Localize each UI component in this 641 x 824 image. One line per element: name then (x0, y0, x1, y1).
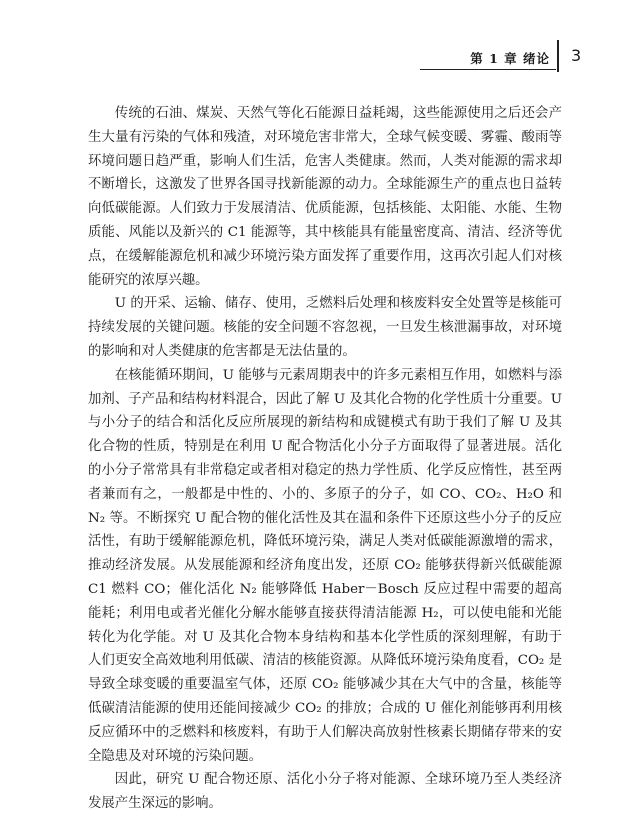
paragraph-nuclear-safety: U 的开采、运输、储存、使用，乏燃料后处理和核废料安全处置等是核能可持续发展的关键问题。核能的安全问题不容忽视，一旦发生核泄漏事故，对环境的影响和对人类健康的危害都是无法估量的。 (88, 296, 562, 359)
paragraph-uranium-chemistry: 在核能循环期间，U 能够与元素周期表中的许多元素相互作用，如燃料与添加剂、子产品和结构材料混合，因此了解 U 及其化合物的化学性质十分重要。U 与小分子的结合和活化反应所展现的新结构和成键模式有助于我们了解 U 及其化合物的性质，特别是在利用 U 配合物活化小分子方面取得了显著进展。活化的小分子常常具有非常稳定或者相对稳定的热力学性质、化学反应惰性，甚至两者兼而有之，一般都是中性的、小的、多原子的分子，如 CO、CO₂、H₂O 和 N₂ 等。不断探究 U 配合物的催化活性及其在温和条件下还原这些小分子的反应活性，有助于缓解能源危机，降低环境污染，满足人类对低碳能源激增的需求，推动经济发展。从发展能源和经济角度出发，还原 CO₂ 能够获得新兴低碳能源 C1 燃料 CO；催化活化 N₂ 能够降低 Haber－Bosch 反应过程中需要的超高能耗；利用电或者光催化分解水能够直接获得清洁能源 H₂，可以使电能和光能转化为化学能。对 U 及其化合物本身结构和基本化学性质的深刻理解，有助于人们更安全高效地利用低碳、清洁的核能资源。从降低环境污染角度看，CO₂ 是导致全球变暖的重要温室气体，还原 CO₂ 能够减少其在大气中的含量，核能等低碳清洁能源的使用还能间接减少 CO₂ 的排放；合成的 U 催化剂能够再利用核反应循环中的乏燃料和核废料，有助于人们解决高放射性核素长期储存带来的安全隐患及对环境的污染问题。 (88, 367, 562, 764)
chapter-label: 第 1 章 绪论 (470, 51, 550, 66)
paragraph-fossil-energy: 传统的石油、煤炭、天然气等化石能源日益耗竭，这些能源使用之后还会产生大量有污染的气体和残渣，对环境危害非常大，全球气候变暖、雾霾、酸雨等环境问题日趋严重，影响人们生活，危害人类健康。然而，人类对能源的需求却不断增长，这激发了世界各国寻找新能源的动力。全球能源生产的重点也日益转向低碳能源。人们致力于发展清洁、优质能源，包括核能、太阳能、水能、生物质能、风能以及新兴的 C1 能源等，其中核能具有能量密度高、清洁、经济等优点，在缓解能源危机和减少环境污染方面发挥了重要作用，这再次引起人们对核能研究的浓厚兴趣。 (88, 106, 562, 288)
page-number: 3 (571, 46, 582, 65)
body-text (88, 102, 562, 816)
paragraph-conclusion: 因此，研究 U 配合物还原、活化小分子将对能源、全球环境乃至人类经济发展产生深远的影响。 (88, 772, 562, 812)
header-divider (557, 40, 559, 72)
running-head (420, 43, 556, 70)
